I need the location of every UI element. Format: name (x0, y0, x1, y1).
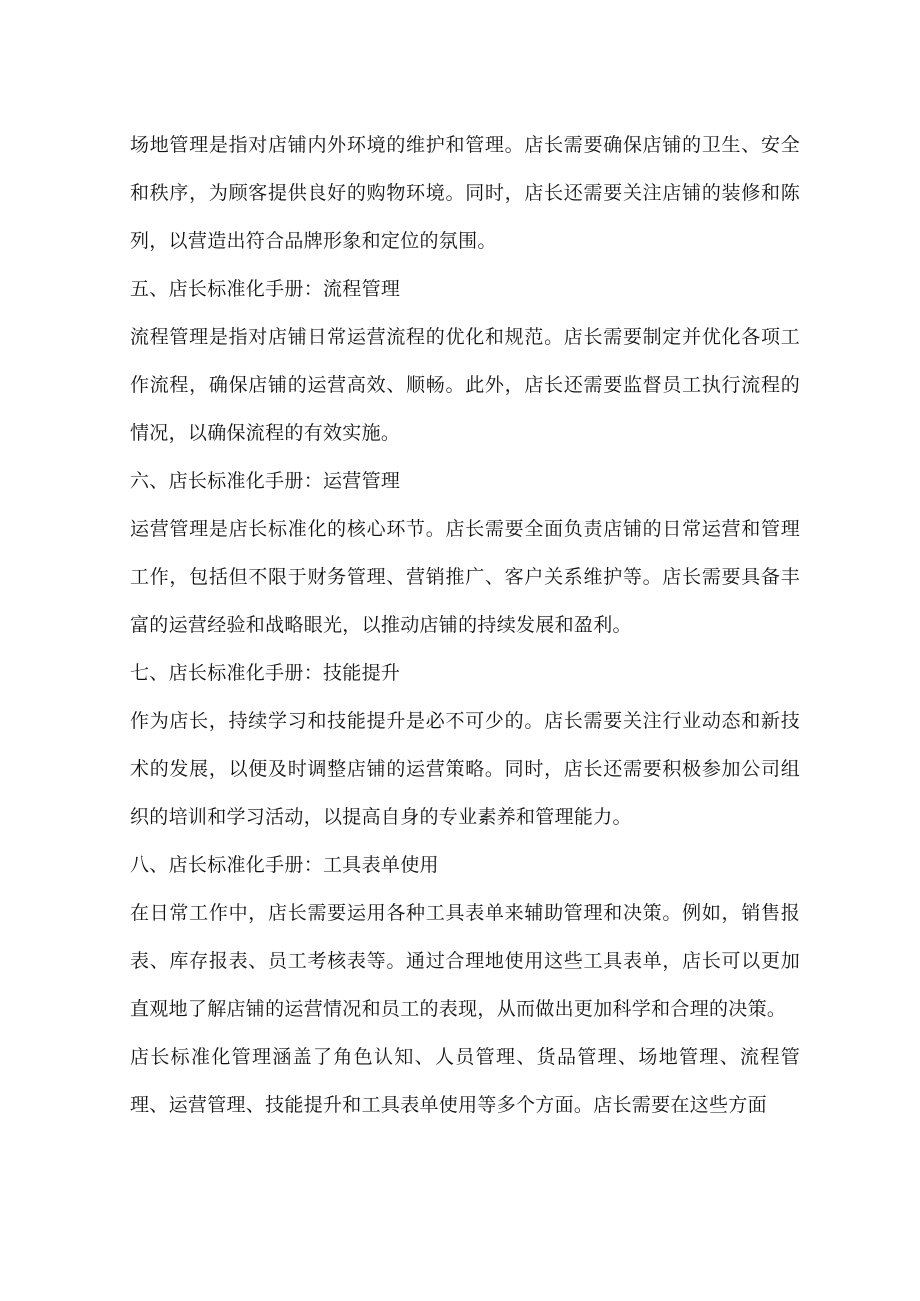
heading-operation-management: 六、店长标准化手册：运营管理 (130, 470, 401, 492)
paragraph-summary: 店长标准化管理涵盖了角色认知、人员管理、货品管理、场地管理、流程管理、运营管理、技能提升和工具表单使用等多个方面。店长需要在这些方面 (130, 1046, 800, 1116)
paragraph-process-management: 流程管理是指对店铺日常运营流程的优化和规范。店长需要制定并优化各项工作流程，确保店铺的运营高效、顺畅。此外，店长还需要监督员工执行流程的情况，以确保流程的有效实施。 (130, 326, 800, 444)
heading-skill-improvement: 七、店长标准化手册：技能提升 (130, 662, 401, 684)
paragraph-site-management: 场地管理是指对店铺内外环境的维护和管理。店长需要确保店铺的卫生、安全和秩序，为顾客提供良好的购物环境。同时，店长还需要关注店铺的装修和陈列，以营造出符合品牌形象和定位的氛围。 (130, 134, 800, 252)
paragraph-tool-forms: 在日常工作中，店长需要运用各种工具表单来辅助管理和决策。例如，销售报表、库存报表、员工考核表等。通过合理地使用这些工具表单，店长可以更加直观地了解店铺的运营情况和员工的表现，从而做出更加科学和合理的决策。 (130, 902, 800, 1020)
document-body (130, 121, 800, 1129)
paragraph-operation-management: 运营管理是店长标准化的核心环节。店长需要全面负责店铺的日常运营和管理工作，包括但不限于财务管理、营销推广、客户关系维护等。店长需要具备丰富的运营经验和战略眼光，以推动店铺的持续发展和盈利。 (130, 518, 800, 636)
heading-tool-forms: 八、店长标准化手册：工具表单使用 (130, 854, 439, 876)
paragraph-skill-improvement: 作为店长，持续学习和技能提升是必不可少的。店长需要关注行业动态和新技术的发展，以便及时调整店铺的运营策略。同时，店长还需要积极参加公司组织的培训和学习活动，以提高自身的专业素养和管理能力。 (130, 710, 800, 828)
heading-process-management: 五、店长标准化手册：流程管理 (130, 278, 401, 300)
